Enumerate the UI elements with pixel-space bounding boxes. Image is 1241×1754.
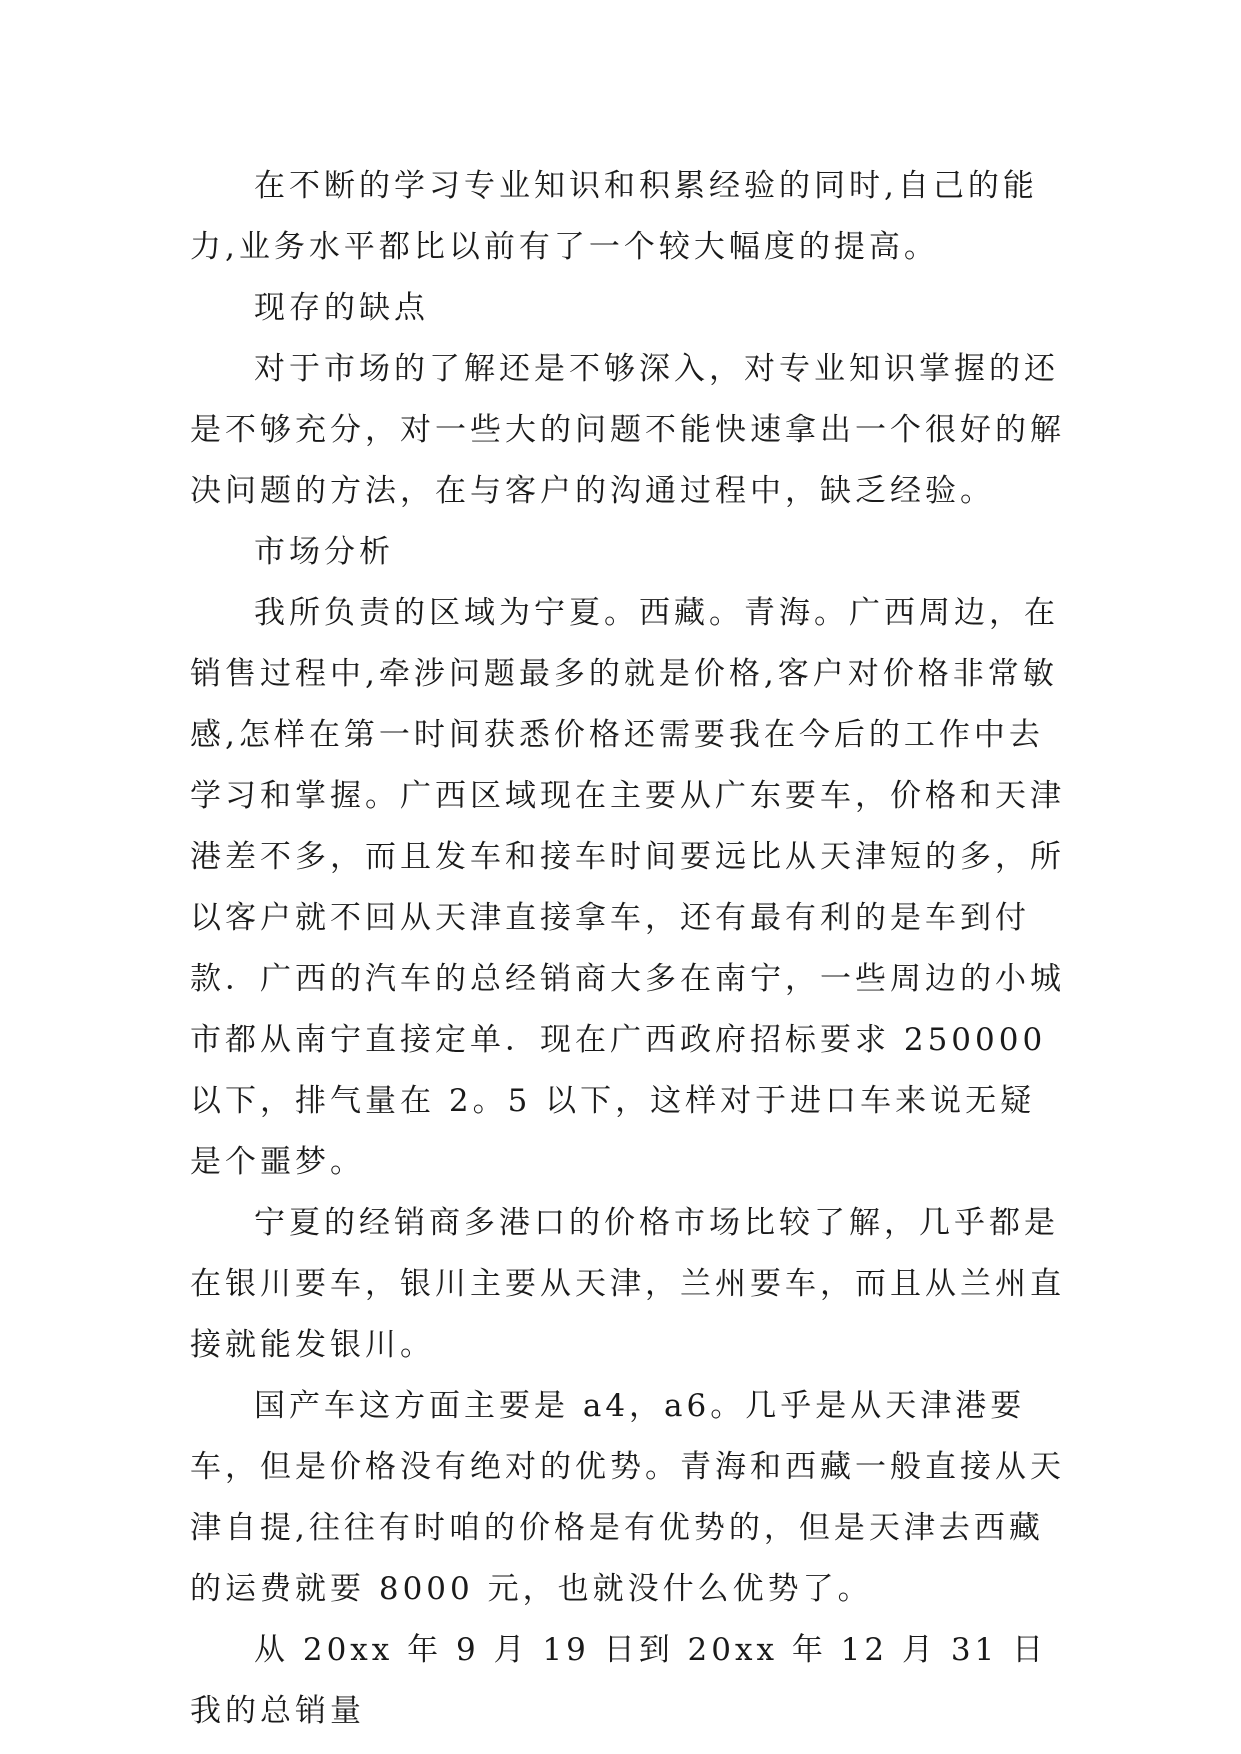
section-heading-shortcomings: 现存的缺点 — [254, 290, 429, 326]
document-body — [190, 156, 1070, 1742]
paragraph-region-overview: 我所负责的区域为宁夏。西藏。青海。广西周边，在销售过程中,牵涉问题最多的就是价格,客户对价格非常敏感,怎样在第一时间获悉价格还需要我在今后的工作中去学习和掌握。广西区域现在主要从广东要车，价格和天津港差不多，而且发车和接车时间要远比从天津短的多，所以客户就不回从天津直接拿车，还有最有利的是车到付款．广西的汽车的总经销商大多在南宁，一些周边的小城市都从南宁直接定单．现在广西政府招标要求 250000 以下，排气量在 2。5 以下，这样对于进口车来说无疑是个噩梦。 — [190, 595, 1065, 1180]
paragraph-shortcomings: 对于市场的了解还是不够深入，对专业知识掌握的还是不够充分，对一些大的问题不能快速拿出一个很好的解决问题的方法，在与客户的沟通过程中，缺乏经验。 — [190, 351, 1065, 509]
section-heading-market-analysis: 市场分析 — [254, 534, 394, 570]
paragraph-domestic-cars: 国产车这方面主要是 a4，a6。几乎是从天津港要车，但是价格没有绝对的优势。青海和西藏一般直接从天津自提,往往有时咱的价格是有优势的，但是天津去西藏的运费就要 8000 元，也就没什么优势了。 — [190, 1388, 1065, 1607]
paragraph-ningxia: 宁夏的经销商多港口的价格市场比较了解，几乎都是在银川要车，银川主要从天津，兰州要车，而且从兰州直接就能发银川。 — [190, 1205, 1065, 1363]
paragraph-total-sales: 从 20xx 年 9 月 19 日到 20xx 年 12 月 31 日我的总销量 — [190, 1632, 1048, 1729]
paragraph-ability-improvement: 在不断的学习专业知识和积累经验的同时,自己的能力,业务水平都比以前有了一个较大幅度的提高。 — [190, 168, 1038, 265]
